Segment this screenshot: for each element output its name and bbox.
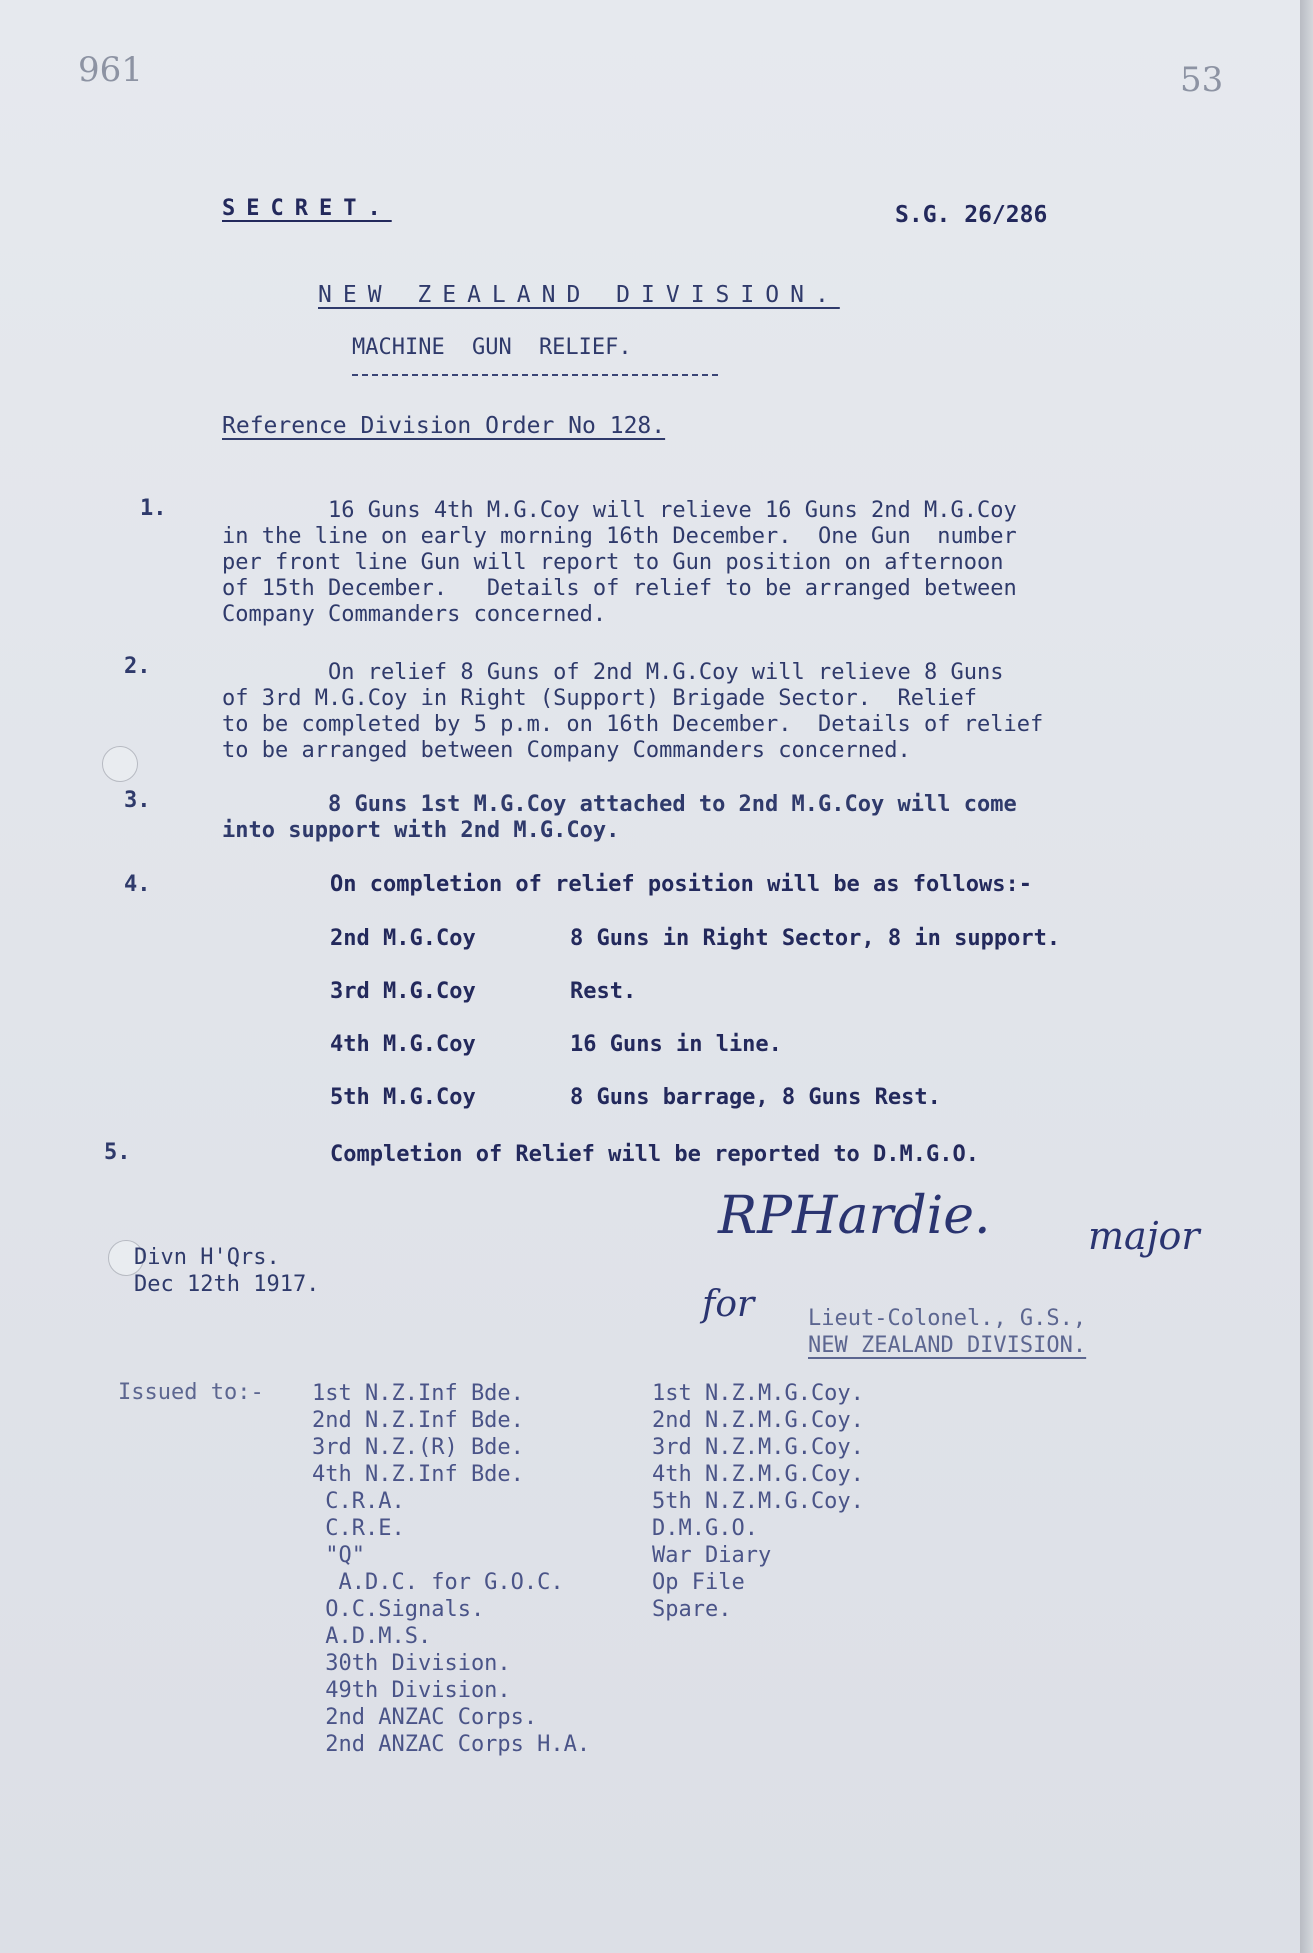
paragraph-number: 4. xyxy=(124,872,151,897)
paragraph-line: 8 Guns 1st M.G.Coy attached to 2nd M.G.Coy will come xyxy=(222,792,1017,817)
distribution-item: "Q" xyxy=(312,1543,365,1568)
paragraph-line: 16 Guns 4th M.G.Coy will relieve 16 Guns 2nd M.G.Coy xyxy=(222,498,1017,523)
distribution-item: Spare. xyxy=(652,1597,732,1622)
distribution-item: Op File xyxy=(652,1570,745,1595)
distribution-item: 49th Division. xyxy=(312,1678,511,1703)
page-edge xyxy=(1300,0,1313,1953)
unit-name: 4th M.G.Coy xyxy=(330,1032,476,1057)
origin-date: Dec 12th 1917. xyxy=(134,1272,320,1297)
paragraph-number: 2. xyxy=(124,654,151,679)
distribution-item: 4th N.Z.Inf Bde. xyxy=(312,1462,524,1487)
paragraph-number: 5. xyxy=(104,1140,131,1165)
paragraph-4-intro: On completion of relief position will be as follows:- xyxy=(330,872,1032,897)
distribution-item: C.R.A. xyxy=(312,1489,405,1514)
distribution-item: 2nd ANZAC Corps. xyxy=(312,1705,538,1730)
handwritten-for: for xyxy=(702,1284,755,1325)
document-subtitle: MACHINE GUN RELIEF. xyxy=(352,335,632,360)
paragraph-line: to be completed by 5 p.m. on 16th December. Details of relief xyxy=(222,712,1044,737)
distribution-item: 2nd N.Z.M.G.Coy. xyxy=(652,1408,864,1433)
reference-order-line: Reference Division Order No 128. xyxy=(222,413,666,439)
distribution-item: 1st N.Z.Inf Bde. xyxy=(312,1381,524,1406)
paragraph-line: per front line Gun will report to Gun position on afternoon xyxy=(222,550,1004,575)
paragraph-number: 1. xyxy=(140,496,167,521)
distribution-item: O.C.Signals. xyxy=(312,1597,485,1622)
origin-place: Divn H'Qrs. xyxy=(134,1245,280,1270)
unit-status: 8 Guns barrage, 8 Guns Rest. xyxy=(570,1085,941,1110)
paragraph-5-text: Completion of Relief will be reported to D.M.G.O. xyxy=(330,1142,980,1167)
distribution-item: D.M.G.O. xyxy=(652,1516,758,1541)
unit-name: 3rd M.G.Coy xyxy=(330,979,476,1004)
unit-status: Rest. xyxy=(570,979,637,1004)
distribution-item: War Diary xyxy=(652,1543,772,1568)
signatory-title: Lieut-Colonel., G.S., xyxy=(808,1306,1087,1331)
paragraph-1 xyxy=(222,498,1222,628)
document-reference-number: S.G. 26/286 xyxy=(895,202,1048,228)
signatory-unit: NEW ZEALAND DIVISION. xyxy=(808,1333,1087,1358)
distribution-item: 4th N.Z.M.G.Coy. xyxy=(652,1462,864,1487)
unit-name: 5th M.G.Coy xyxy=(330,1085,476,1110)
unit-name: 2nd M.G.Coy xyxy=(330,926,476,951)
distribution-item: 1st N.Z.M.G.Coy. xyxy=(652,1381,864,1406)
paragraph-2 xyxy=(222,660,1222,764)
distribution-item: 30th Division. xyxy=(312,1651,511,1676)
classification-heading: SECRET. xyxy=(222,196,392,221)
distribution-item: 3rd N.Z.M.G.Coy. xyxy=(652,1435,864,1460)
subtitle-dash-rule xyxy=(352,374,718,376)
paragraph-line: of 15th December. Details of relief to be arranged between xyxy=(222,576,1017,601)
distribution-list-right xyxy=(652,1380,864,1623)
distribution-label: Issued to:- xyxy=(118,1380,264,1405)
paragraph-line: of 3rd M.G.Coy in Right (Support) Brigade Sector. Relief xyxy=(222,686,977,711)
distribution-item: 5th N.Z.M.G.Coy. xyxy=(652,1489,864,1514)
distribution-item: 2nd N.Z.Inf Bde. xyxy=(312,1408,524,1433)
handwritten-rank: major xyxy=(1088,1214,1200,1258)
unit-status: 16 Guns in line. xyxy=(570,1032,782,1057)
distribution-item: A.D.C. for G.O.C. xyxy=(312,1570,564,1595)
distribution-item: 3rd N.Z.(R) Bde. xyxy=(312,1435,524,1460)
handwritten-signature: RPHardie. xyxy=(718,1186,991,1246)
pencil-page-number: 53 xyxy=(1180,60,1224,100)
distribution-item: 2nd ANZAC Corps H.A. xyxy=(312,1732,591,1757)
document-title: NEW ZEALAND DIVISION. xyxy=(318,282,840,308)
distribution-item: A.D.M.S. xyxy=(312,1624,432,1649)
paragraph-line: On relief 8 Guns of 2nd M.G.Coy will relieve 8 Guns xyxy=(222,660,1004,685)
paragraph-line: into support with 2nd M.G.Coy. xyxy=(222,818,620,843)
distribution-item: C.R.E. xyxy=(312,1516,405,1541)
distribution-list-left xyxy=(312,1380,590,1758)
punch-hole-top xyxy=(102,746,138,782)
pencil-folio-number: 961 xyxy=(78,50,143,90)
unit-status: 8 Guns in Right Sector, 8 in support. xyxy=(570,926,1061,951)
paragraph-number: 3. xyxy=(124,788,151,813)
paragraph-line: Company Commanders concerned. xyxy=(222,602,607,627)
paragraph-3 xyxy=(222,792,1222,844)
paragraph-line: in the line on early morning 16th December. One Gun number xyxy=(222,524,1017,549)
paragraph-line: to be arranged between Company Commanders concerned. xyxy=(222,738,911,763)
